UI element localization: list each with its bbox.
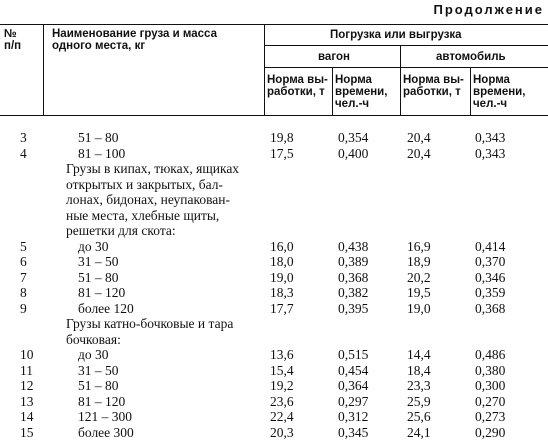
row-number: 9	[20, 301, 27, 317]
header-time-norm-wagon: Норма времени, чел.-ч	[335, 74, 387, 110]
auto-time-norm: 0,290	[475, 425, 505, 440]
col-divider-wagon	[332, 67, 333, 116]
auto-time-norm: 0,380	[475, 363, 505, 379]
wagon-time-norm: 0,382	[338, 285, 368, 301]
cargo-mass: 121 – 300	[78, 409, 132, 425]
header-auto: автомобиль	[436, 51, 506, 63]
group-heading-line: Грузы в кипах, тюках, ящиках	[66, 161, 256, 177]
auto-output-norm: 23,3	[407, 378, 431, 394]
table-header	[0, 24, 548, 116]
auto-time-norm: 0,343	[475, 130, 505, 146]
wagon-time-norm: 0,395	[338, 301, 368, 317]
auto-output-norm: 18,4	[407, 363, 431, 379]
cargo-mass: 51 – 80	[78, 130, 119, 146]
table-row	[0, 239, 548, 255]
auto-output-norm: 19,0	[407, 301, 431, 317]
cargo-mass: 81 – 120	[78, 394, 125, 410]
wagon-output-norm: 13,6	[270, 347, 294, 363]
cargo-mass: 81 – 100	[78, 146, 125, 162]
wagon-time-norm: 0,345	[338, 425, 368, 440]
row-number: 7	[20, 270, 27, 286]
table-row	[0, 425, 548, 440]
table-body	[0, 130, 548, 440]
auto-output-norm: 20,4	[407, 130, 431, 146]
row-number: 10	[20, 347, 34, 363]
auto-output-norm: 25,6	[407, 409, 431, 425]
table-row	[0, 378, 548, 394]
col-divider-auto	[470, 67, 471, 116]
row-number: 11	[20, 363, 33, 379]
wagon-output-norm: 19,0	[270, 270, 294, 286]
wagon-output-norm: 20,3	[270, 425, 294, 440]
group-heading-barrels	[0, 316, 256, 347]
cargo-mass: 31 – 50	[78, 363, 119, 379]
wagon-time-norm: 0,454	[338, 363, 368, 379]
auto-output-norm: 14,4	[407, 347, 431, 363]
group-heading-line: открытых и закрытых, бал-	[66, 177, 256, 193]
table-row	[0, 347, 548, 363]
wagon-output-norm: 22,4	[270, 409, 294, 425]
operation-rule	[264, 45, 548, 46]
wagon-time-norm: 0,354	[338, 130, 368, 146]
continuation-label: Продолжение	[433, 2, 544, 17]
auto-time-norm: 0,414	[475, 239, 505, 255]
wagon-time-norm: 0,312	[338, 409, 368, 425]
wagon-output-norm: 23,6	[270, 394, 294, 410]
table-row	[0, 254, 548, 270]
group-heading-line: решетки для скота:	[66, 223, 256, 239]
table-row	[0, 409, 548, 425]
wagon-time-norm: 0,400	[338, 146, 368, 162]
table-row	[0, 285, 548, 301]
cargo-mass: 51 – 80	[78, 270, 119, 286]
auto-output-norm: 19,5	[407, 285, 431, 301]
table-row	[0, 363, 548, 379]
table-row	[0, 394, 548, 410]
subgroup-rule	[264, 67, 548, 68]
header-bottom-rule	[0, 115, 548, 116]
auto-time-norm: 0,270	[475, 394, 505, 410]
auto-time-norm: 0,273	[475, 409, 505, 425]
row-number: 14	[20, 409, 34, 425]
col-divider-name	[264, 24, 265, 116]
cargo-mass: 51 – 80	[78, 378, 119, 394]
group-heading-line: ные места, хлебные щиты,	[66, 208, 256, 224]
wagon-output-norm: 17,5	[270, 146, 294, 162]
auto-output-norm: 25,9	[407, 394, 431, 410]
group-heading-line: лонах, бидонах, неупакован-	[66, 192, 256, 208]
header-wagon: вагон	[318, 51, 350, 63]
wagon-output-norm: 18,0	[270, 254, 294, 270]
row-number: 4	[20, 146, 27, 162]
auto-output-norm: 24,1	[407, 425, 431, 440]
row-number: 6	[20, 254, 27, 270]
wagon-output-norm: 17,7	[270, 301, 294, 317]
header-output-norm-auto: Норма вы- работки, т	[403, 74, 464, 98]
header-time-norm-auto: Норма времени, чел.-ч	[473, 74, 525, 110]
wagon-output-norm: 19,2	[270, 378, 294, 394]
header-num: № п/п	[4, 28, 21, 52]
cargo-mass: более 300	[78, 425, 134, 440]
table-row	[0, 270, 548, 286]
auto-output-norm: 18,9	[407, 254, 431, 270]
auto-time-norm: 0,486	[475, 347, 505, 363]
table-row	[0, 146, 548, 162]
cargo-mass: 31 – 50	[78, 254, 119, 270]
group-heading-line: бочковая:	[66, 332, 256, 348]
row-number: 8	[20, 285, 27, 301]
wagon-time-norm: 0,438	[338, 239, 368, 255]
table-row	[0, 301, 548, 317]
wagon-time-norm: 0,389	[338, 254, 368, 270]
auto-time-norm: 0,359	[475, 285, 505, 301]
wagon-output-norm: 18,3	[270, 285, 294, 301]
wagon-output-norm: 19,8	[270, 130, 294, 146]
auto-time-norm: 0,343	[475, 146, 505, 162]
wagon-output-norm: 15,4	[270, 363, 294, 379]
wagon-output-norm: 16,0	[270, 239, 294, 255]
group-heading-line: Грузы катно-бочковые и тара	[66, 316, 256, 332]
cargo-mass: до 30	[78, 347, 109, 363]
row-number: 3	[20, 130, 27, 146]
wagon-time-norm: 0,297	[338, 394, 368, 410]
row-number: 13	[20, 394, 34, 410]
auto-time-norm: 0,300	[475, 378, 505, 394]
col-divider-group	[400, 45, 401, 116]
row-number: 15	[20, 425, 34, 440]
wagon-time-norm: 0,368	[338, 270, 368, 286]
auto-time-norm: 0,346	[475, 270, 505, 286]
row-number: 5	[20, 239, 27, 255]
header-top-rule	[0, 24, 548, 25]
table-row	[0, 130, 548, 146]
auto-time-norm: 0,370	[475, 254, 505, 270]
cargo-mass: более 120	[78, 301, 134, 317]
auto-output-norm: 20,4	[407, 146, 431, 162]
header-operation: Погрузка или выгрузка	[330, 29, 462, 41]
header-output-norm-wagon: Норма вы- работки, т	[267, 74, 328, 98]
group-heading-bales	[0, 161, 256, 239]
col-divider-num	[43, 24, 44, 116]
cargo-mass: 81 – 120	[78, 285, 125, 301]
row-number: 12	[20, 378, 34, 394]
cargo-mass: до 30	[78, 239, 109, 255]
auto-time-norm: 0,368	[475, 301, 505, 317]
header-name: Наименование груза и масса одного места, кг	[52, 28, 217, 52]
wagon-time-norm: 0,364	[338, 378, 368, 394]
auto-output-norm: 16,9	[407, 239, 431, 255]
wagon-time-norm: 0,515	[338, 347, 368, 363]
auto-output-norm: 20,2	[407, 270, 431, 286]
